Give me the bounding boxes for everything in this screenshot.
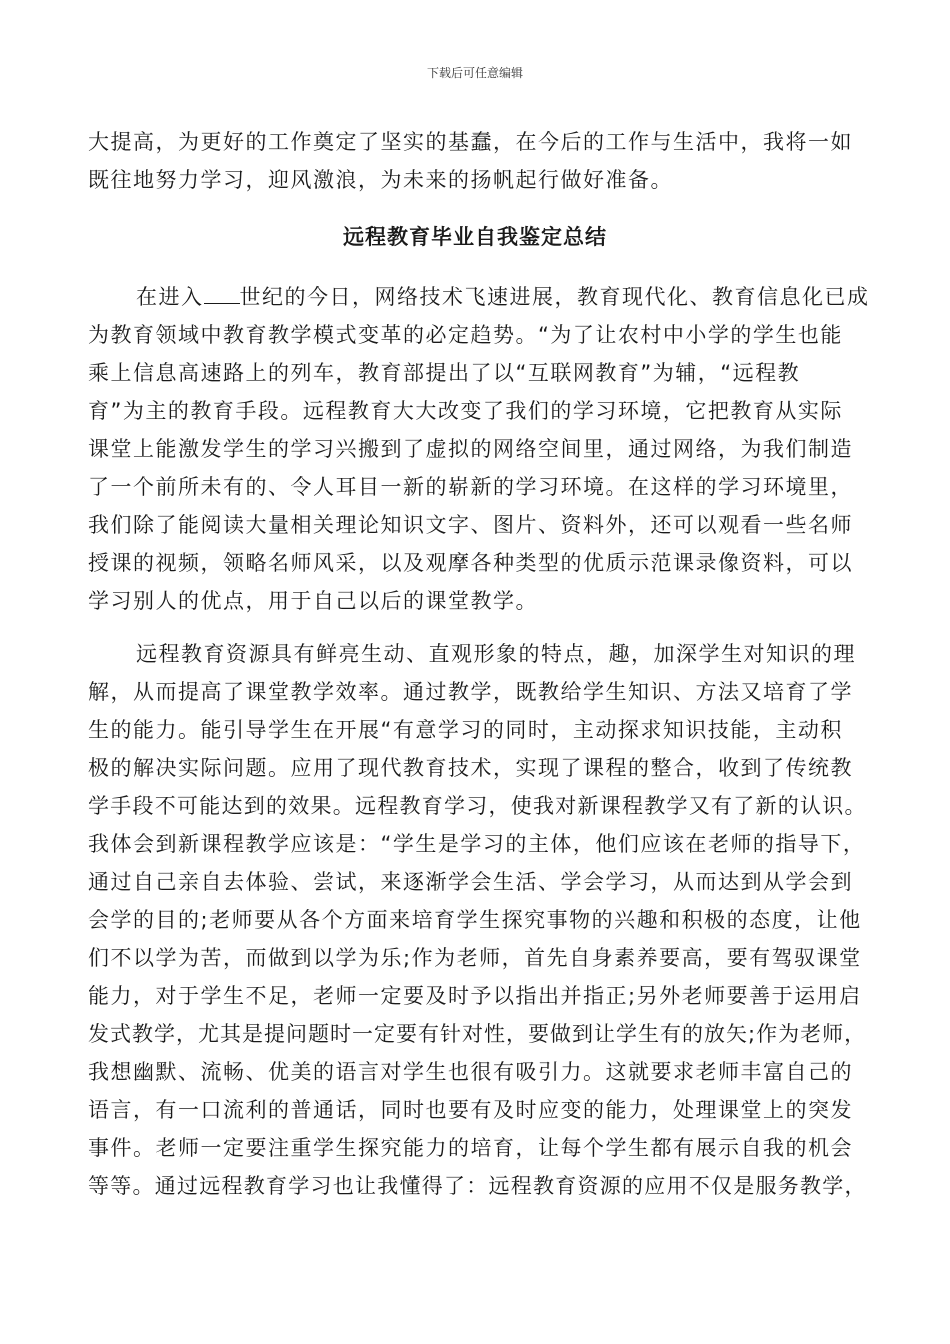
text-segment: 世纪的今日，网络技术飞速进展，教育现代化、教育信息化已成: [239, 285, 870, 309]
text-line: 既往地努力学习，迎风激浪，为未来的扬帆起行做好准备。: [88, 168, 673, 192]
text-line: 大提高，为更好的工作奠定了坚实的基蠢，在今后的工作与生活中，我将一如: [88, 130, 853, 154]
paragraph-first-line: [136, 281, 870, 311]
text-line: 极的解决实际问题。应用了现代教育技术，实现了课程的整合，收到了传统教: [88, 756, 853, 780]
text-line: 我体会到新课程教学应该是：“学生是学习的主体，他们应该在老师的指导下，: [88, 832, 866, 856]
text-line: 会学的目的;老师要从各个方面来培育学生探究事物的兴趣和积极的态度，让他: [88, 908, 862, 932]
text-line: 乘上信息高速路上的列车，教育部提出了以“互联网教育”为辅，“远程教: [88, 361, 801, 385]
fill-in-blank: [204, 285, 240, 304]
text-line: 学手段不可能达到的效果。远程教育学习，使我对新课程教学又有了新的认识。: [88, 794, 867, 818]
text-line: 学习别人的优点，用于自己以后的课堂教学。: [88, 589, 538, 613]
text-line: 解，从而提高了课堂教学效率。通过教学，既教给学生知识、方法又培育了学: [88, 680, 853, 704]
text-line: 通过自己亲自去体验、尝试，来逐渐学会生活、学会学习，从而达到从学会到: [88, 870, 853, 894]
text-line: 发式教学，尤其是提问题时一定要有针对性，要做到让学生有的放矢;作为老师，: [88, 1022, 867, 1046]
text-line: 育”为主的教育手段。远程教育大大改变了我们的学习环境，它把教育从实际: [88, 399, 843, 423]
text-segment: 在进入: [136, 285, 204, 309]
page-header: 下载后可任意编辑: [426, 66, 523, 80]
text-line: 授课的视频，领略名师风采，以及观摩各种类型的优质示范课录像资料，可以: [88, 551, 853, 575]
text-line: 能力，对于学生不足，老师一定要及时予以指出并指正;另外老师要善于运用启: [88, 984, 862, 1008]
text-line: 为教育领域中教育教学模式变革的必定趋势。“为了让农村中小学的学生也能: [88, 323, 843, 347]
text-line: 语言，有一口流利的普通话，同时也要有及时应变的能力，处理课堂上的突发: [88, 1098, 853, 1122]
text-line: 了一个前所未有的、令人耳目一新的崭新的学习环境。在这样的学习环境里，: [88, 475, 853, 499]
text-line: 生的能力。能引导学生在开展“有意学习的同时，主动探求知识技能，主动积: [88, 718, 843, 742]
text-line: 课堂上能激发学生的学习兴搬到了虚拟的网络空间里，通过网络，为我们制造: [88, 437, 853, 461]
text-line: 远程教育资源具有鲜亮生动、直观形象的特点，趣，加深学生对知识的理: [136, 642, 856, 666]
document-title: 远程教育毕业自我鉴定总结: [343, 225, 607, 249]
text-line: 我想幽默、流畅、优美的语言对学生也很有吸引力。这就要求老师丰富自己的: [88, 1060, 853, 1084]
text-line: 们不以学为苦，而做到以学为乐;作为老师，首先自身素养要高，要有驾驭课堂: [88, 946, 862, 970]
text-line: 事件。老师一定要注重学生探究能力的培育，让每个学生都有展示自我的机会: [88, 1136, 853, 1160]
text-line: 我们除了能阅读大量相关理论知识文字、图片、资料外，还可以观看一些名师: [88, 513, 853, 537]
text-line: 等等。通过远程教育学习也让我懂得了：远程教育资源的应用不仅是服务教学，: [88, 1174, 867, 1198]
